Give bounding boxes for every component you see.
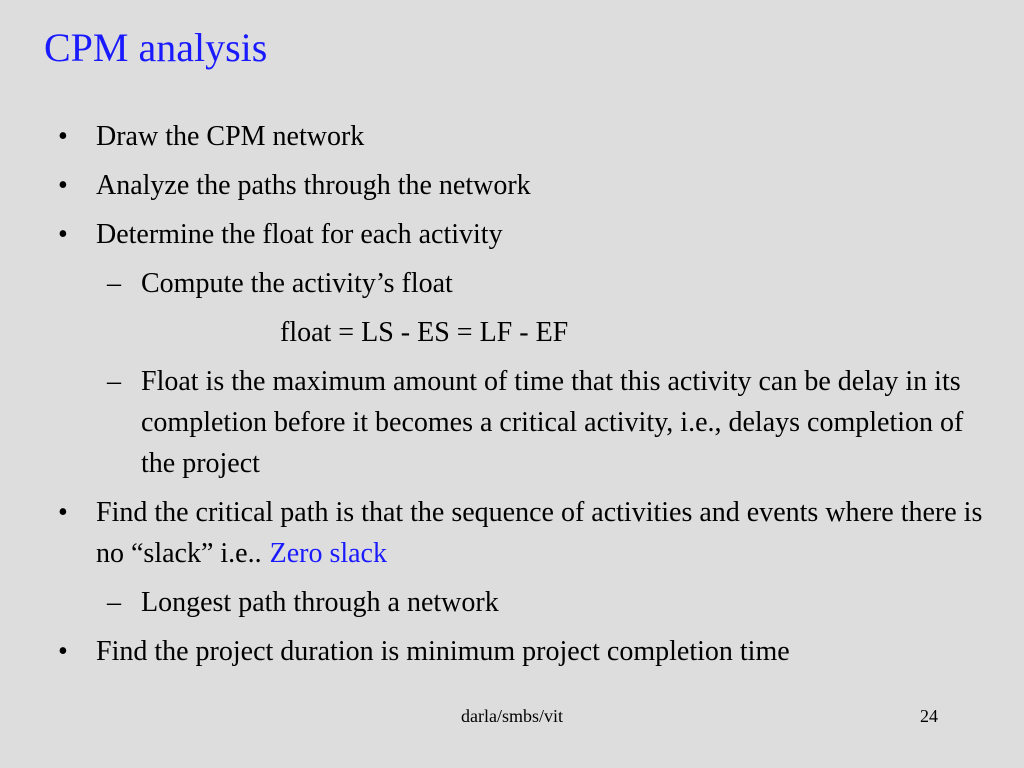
bullet-text: Determine the float for each activity	[96, 219, 503, 250]
sub-bullet-item	[0, 361, 1024, 484]
sub-bullet-item	[0, 263, 1024, 304]
dash-icon: –	[107, 268, 121, 299]
zero-slack-highlight: Zero slack	[269, 538, 387, 569]
bullet-icon: •	[58, 170, 68, 201]
bullet-text: Find the project duration is minimum project completion time	[96, 636, 790, 667]
bullet-text: Find the critical path is that the sequence of activities and events where there is no “slack” i.e..	[96, 497, 983, 569]
dash-icon: –	[107, 587, 121, 618]
bullet-item	[0, 116, 1024, 157]
dash-icon: –	[107, 366, 121, 397]
bullet-icon: •	[58, 219, 68, 250]
bullet-icon: •	[58, 497, 68, 528]
bullet-item	[0, 165, 1024, 206]
bullet-icon: •	[58, 121, 68, 152]
bullet-item	[0, 214, 1024, 255]
bullet-text: Analyze the paths through the network	[96, 170, 531, 201]
bullet-icon: •	[58, 636, 68, 667]
slide-title: CPM analysis	[44, 25, 268, 70]
sub-bullet-text: Compute the activity’s float	[141, 268, 453, 299]
bullet-list	[0, 108, 1024, 672]
bullet-item	[0, 492, 1024, 574]
bullet-text: Draw the CPM network	[96, 121, 365, 152]
float-formula: float = LS - ES = LF - EF	[280, 317, 569, 348]
sub-bullet-item	[0, 582, 1024, 623]
page-number: 24	[920, 706, 938, 726]
sub-bullet-text: Float is the maximum amount of time that this activity can be delay in its completion before it becomes a critical activity, i.e., delays completion of the project	[141, 366, 964, 479]
footer-text: darla/smbs/vit	[461, 706, 563, 726]
sub-bullet-text: Longest path through a network	[141, 587, 499, 618]
bullet-item	[0, 631, 1024, 672]
